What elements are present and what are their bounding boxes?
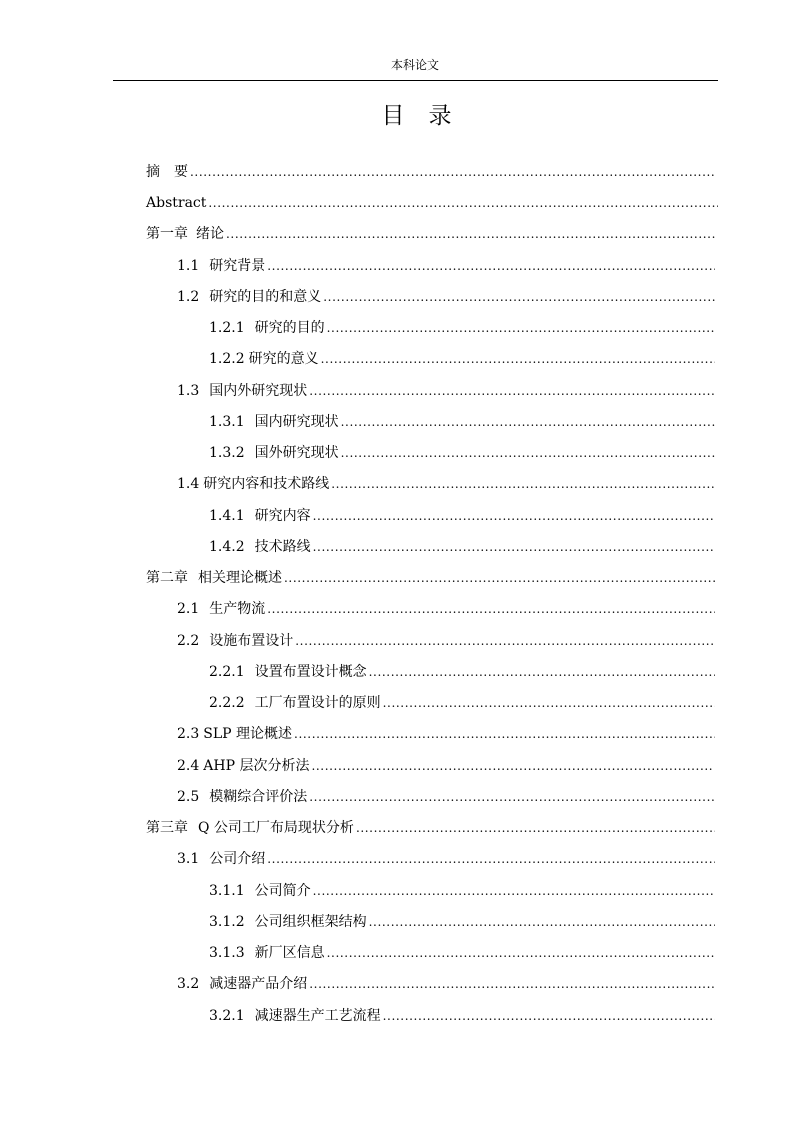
toc-entry-3-2[interactable] xyxy=(177,973,715,995)
toc-entry-1-4[interactable] xyxy=(177,473,715,495)
dot-leader xyxy=(369,661,715,683)
toc-entry-abstract-cn[interactable] xyxy=(146,161,715,183)
dot-leader xyxy=(267,848,715,870)
toc-entry-number: 第三章 xyxy=(146,820,188,836)
toc-entry-number: 1.4.1 xyxy=(209,508,245,524)
toc-entry-text: 工厂布置设计的原则 xyxy=(254,695,381,711)
toc-entry-number: 3.2 xyxy=(177,976,200,992)
toc-entry-number: 3.2.1 xyxy=(209,1008,245,1024)
toc-entry-number: 1.4 xyxy=(177,476,200,492)
dot-leader xyxy=(309,973,715,995)
toc-entry-number: 第二章 xyxy=(146,570,188,586)
toc-entry-number: 1.3 xyxy=(177,383,200,399)
toc-entry-number: 1.2 xyxy=(177,289,200,305)
toc-entry-3-1-2[interactable] xyxy=(209,911,715,933)
dot-leader xyxy=(341,411,715,433)
toc-entry-text: SLP 理论概述 xyxy=(203,726,293,742)
dot-leader xyxy=(383,692,715,714)
dot-leader xyxy=(341,442,715,464)
dot-leader xyxy=(383,1005,715,1027)
dot-leader xyxy=(331,473,715,495)
dot-leader xyxy=(284,567,715,589)
dot-leader xyxy=(309,380,715,402)
dot-leader xyxy=(267,598,715,620)
toc-entry-2-5[interactable] xyxy=(177,786,715,808)
toc-entry-text: 国外研究现状 xyxy=(254,445,339,461)
toc-entry-text: Q 公司工厂布局现状分析 xyxy=(198,820,354,836)
toc-entry-1-4-2[interactable] xyxy=(209,536,715,558)
toc-entry-text: 生产物流 xyxy=(209,601,266,617)
toc-entry-text: 研究背景 xyxy=(209,258,266,274)
toc-entry-1-1[interactable] xyxy=(177,255,715,277)
toc-entry-1-2-1[interactable] xyxy=(209,317,715,339)
toc-entry-2-2-2[interactable] xyxy=(209,692,715,714)
toc-entry-text: 新厂区信息 xyxy=(254,945,325,961)
toc-entry-number: 2.4 xyxy=(177,758,200,774)
toc-entry-3-1[interactable] xyxy=(177,848,715,870)
toc-entry-text: 减速器生产工艺流程 xyxy=(254,1008,381,1024)
toc-entry-text: 设置布置设计概念 xyxy=(254,664,367,680)
toc-entry-text: Abstract xyxy=(146,195,207,211)
toc-entry-text: AHP 层次分析法 xyxy=(203,758,310,774)
dot-leader xyxy=(313,536,715,558)
toc-entry-chapter-1[interactable] xyxy=(146,223,715,245)
toc-entry-number: 2.2 xyxy=(177,633,200,649)
toc-entry-3-1-3[interactable] xyxy=(209,942,715,964)
dot-leader xyxy=(321,348,715,370)
dot-leader xyxy=(323,286,715,308)
toc-entry-2-4[interactable] xyxy=(177,755,713,777)
toc-entry-text: 绪论 xyxy=(196,226,224,242)
toc-entry-number: 2.3 xyxy=(177,726,200,742)
dot-leader xyxy=(295,630,715,652)
toc-entry-2-1[interactable] xyxy=(177,598,715,620)
dot-leader xyxy=(327,317,715,339)
dot-leader xyxy=(313,880,715,902)
toc-entry-3-1-1[interactable] xyxy=(209,880,715,902)
toc-title-char-2: 录 xyxy=(428,103,452,129)
toc-entry-1-2[interactable] xyxy=(177,286,715,308)
toc-entry-text: 减速器产品介绍 xyxy=(209,976,308,992)
toc-entry-text: 相关理论概述 xyxy=(198,570,282,586)
toc-entry-2-3[interactable] xyxy=(177,723,715,745)
toc-entry-text: 国内研究现状 xyxy=(254,414,339,430)
toc-entry-text: 模糊综合评价法 xyxy=(209,789,308,805)
toc-entry-2-2-1[interactable] xyxy=(209,661,715,683)
toc-entry-number: 2.2.1 xyxy=(209,664,245,680)
dot-leader xyxy=(311,755,713,777)
toc-title xyxy=(0,101,793,131)
toc-title-char-1: 目 xyxy=(381,103,405,129)
toc-entry-chapter-3[interactable] xyxy=(146,817,715,839)
toc-entry-number: 1.1 xyxy=(177,258,200,274)
dot-leader xyxy=(327,942,715,964)
dot-leader xyxy=(267,255,715,277)
toc-entry-1-4-1[interactable] xyxy=(209,505,715,527)
toc-entry-text: 研究内容 xyxy=(254,508,311,524)
header-rule xyxy=(113,80,718,81)
toc-entry-number: 2.2.2 xyxy=(209,695,245,711)
toc-entry-number: 3.1.2 xyxy=(209,914,245,930)
toc-entry-text: 研究的意义 xyxy=(248,351,319,367)
toc-entry-text: 公司组织框架结构 xyxy=(254,914,367,930)
toc-entry-1-3-2[interactable] xyxy=(209,442,715,464)
toc-entry-number: 1.3.2 xyxy=(209,445,245,461)
toc-entry-text: 公司介绍 xyxy=(209,851,266,867)
toc-entry-1-3[interactable] xyxy=(177,380,715,402)
toc-entry-text: 摘 要 xyxy=(146,164,188,180)
dot-leader xyxy=(356,817,715,839)
toc-entry-number: 1.2.1 xyxy=(209,320,245,336)
dot-leader xyxy=(208,192,718,214)
toc-entry-number: 2.1 xyxy=(177,601,200,617)
toc-entry-number: 3.1.3 xyxy=(209,945,245,961)
toc-entry-number: 1.4.2 xyxy=(209,539,245,555)
dot-leader xyxy=(226,223,715,245)
dot-leader xyxy=(309,786,715,808)
toc-entry-chapter-2[interactable] xyxy=(146,567,715,589)
running-header: 本科论文 xyxy=(390,58,439,72)
toc-entry-number: 2.5 xyxy=(177,789,200,805)
toc-entry-text: 研究的目的和意义 xyxy=(209,289,322,305)
toc-entry-text: 设施布置设计 xyxy=(209,633,294,649)
toc-entry-2-2[interactable] xyxy=(177,630,715,652)
toc-entry-number: 1.3.1 xyxy=(209,414,245,430)
dot-leader xyxy=(294,723,715,745)
toc-entry-number: 第一章 xyxy=(146,226,188,242)
toc-entry-text: 研究的目的 xyxy=(254,320,325,336)
toc-entry-text: 技术路线 xyxy=(254,539,311,555)
toc-entry-3-2-1[interactable] xyxy=(209,1005,715,1027)
toc-entry-text: 国内外研究现状 xyxy=(209,383,308,399)
dot-leader xyxy=(369,911,715,933)
toc-entry-text: 研究内容和技术路线 xyxy=(203,476,330,492)
dot-leader xyxy=(313,505,715,527)
toc-entry-text: 公司简介 xyxy=(254,883,311,899)
toc-entry-1-3-1[interactable] xyxy=(209,411,715,433)
toc-entry-abstract-en[interactable] xyxy=(146,192,718,214)
toc-entry-1-2-2[interactable] xyxy=(209,348,715,370)
dot-leader xyxy=(190,161,715,183)
toc-entry-number: 3.1 xyxy=(177,851,200,867)
toc-entry-number: 1.2.2 xyxy=(209,351,245,367)
toc-entry-number: 3.1.1 xyxy=(209,883,245,899)
